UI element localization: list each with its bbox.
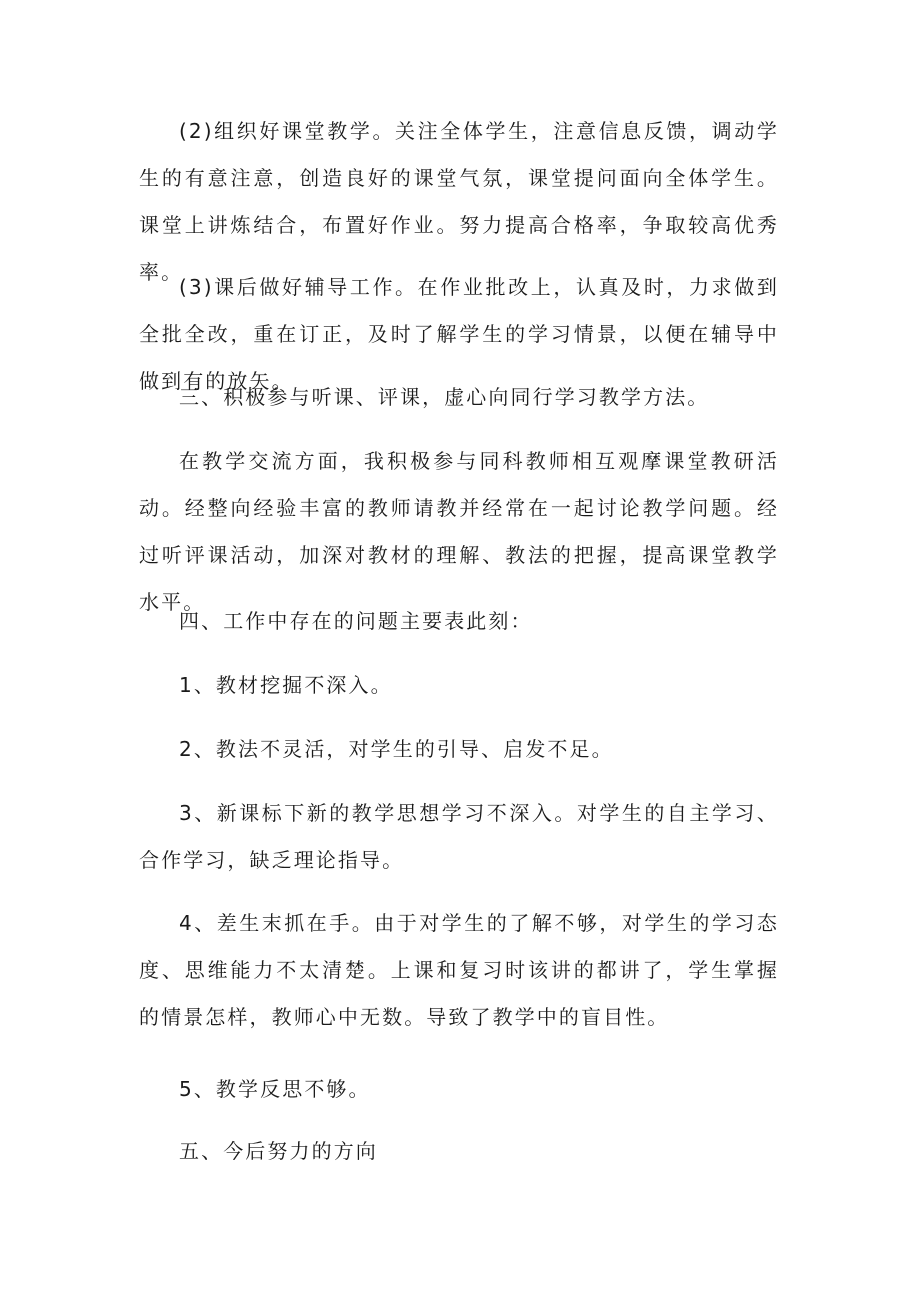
- list-item-5: 5、教学反思不够。: [179, 1077, 371, 1101]
- list-item-4: 4、差生末抓在手。由于对学生的了解不够，对学生的学习态度、思维能力不太清楚。上课和复习时该讲的都讲了，学生掌握的情景怎样，教师心中无数。导致了教学中的盲目性。: [139, 911, 779, 1029]
- paragraph-classroom-teaching: (2)组织好课堂教学。关注全体学生，注意信息反馈，调动学生的有意注意，创造良好的课堂气氛，课堂提问面向全体学生。课堂上讲炼结合，布置好作业。努力提高合格率，争取较高优秀率。: [139, 119, 779, 284]
- paragraph-after-class-tutoring: (3)课后做好辅导工作。在作业批改上，认真及时，力求做到全批全改，重在订正，及时了解学生的学习情景，以便在辅导中做到有的放矢。: [139, 275, 779, 393]
- list-item-3: 3、新课标下新的教学思想学习不深入。对学生的自主学习、合作学习，缺乏理论指导。: [139, 801, 779, 872]
- heading-section-three: 三、积极参与听课、评课，虚心向同行学习教学方法。: [179, 385, 710, 409]
- heading-section-five: 五、今后努力的方向: [179, 1139, 378, 1163]
- paragraph-teaching-exchange: 在教学交流方面，我积极参与同科教师相互观摩课堂教研活动。经整向经验丰富的教师请教并经常在一起讨论教学问题。经过听评课活动，加深对教材的理解、教法的把握，提高课堂教学水平。: [139, 449, 779, 614]
- heading-section-four: 四、工作中存在的问题主要表此刻：: [179, 609, 533, 633]
- list-item-2: 2、教法不灵活，对学生的引导、启发不足。: [179, 737, 614, 761]
- list-item-1: 1、教材挖掘不深入。: [179, 673, 393, 697]
